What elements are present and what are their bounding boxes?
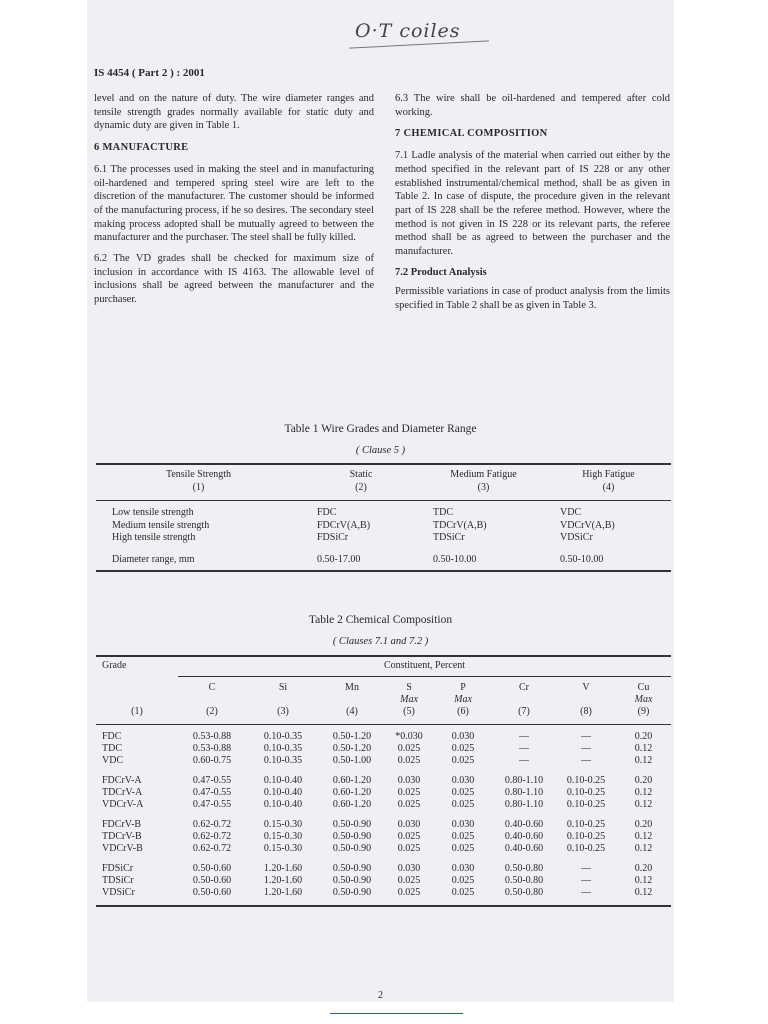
table-cell: 0.10-0.40 xyxy=(263,787,303,798)
right-column xyxy=(395,92,670,320)
clause-6-3: 6.3 The wire shall be oil-hardened and tempered after cold working. xyxy=(395,93,670,118)
max-row xyxy=(96,694,671,706)
table-cell: 0.025 xyxy=(451,875,475,886)
table-cell: — xyxy=(519,731,529,742)
table-cell: 0.20 xyxy=(634,819,653,830)
table-2-clause: ( Clauses 7.1 and 7.2 ) xyxy=(332,636,429,647)
table-cell: TDCrV(A,B) xyxy=(433,519,487,531)
column-number: (7) xyxy=(518,706,530,717)
table-cell: 0.025 xyxy=(397,755,421,766)
max-label xyxy=(556,694,616,706)
table-cell: TDC xyxy=(433,507,453,518)
bottom-link-underline xyxy=(330,1013,463,1014)
table-cell: 1.20-1.60 xyxy=(263,863,303,874)
table-cell: FDCrV(A,B) xyxy=(317,519,371,531)
grade-cell: VDSiCr xyxy=(102,887,135,898)
max-label xyxy=(320,694,384,706)
max-label xyxy=(492,694,556,706)
max-label xyxy=(246,694,320,706)
table-cell: 0.80-1.10 xyxy=(504,775,544,786)
table-1-title: Table 1 Wire Grades and Diameter Range xyxy=(284,423,477,435)
element-header: Si xyxy=(278,682,288,693)
column-number: (6) xyxy=(457,706,469,717)
table-row xyxy=(96,775,671,787)
table-2-number-row xyxy=(96,706,671,718)
table-cell: 0.10-0.25 xyxy=(566,787,606,798)
table-cell: VDC xyxy=(560,507,582,518)
clause-6-1: 6.1 The processes used in making the steel and in manufacturing oil-hardened and tempered spring steel wire are left to the discretion of the manufacturer. The customer should be informed of the manufacturing process, if he so desires. The secondary steel making process adopted shall be mutually agreed to between the manufacturer and the purchaser. The steel shall be fully killed. xyxy=(94,163,374,244)
column-number: (1) xyxy=(192,482,205,493)
standard-number: IS 4454 ( Part 2 ) : 2001 xyxy=(94,67,205,79)
table-cell: 0.50-0.60 xyxy=(192,863,232,874)
table-cell: FDSiCr xyxy=(317,532,349,543)
table-1 xyxy=(96,468,671,572)
table-cell: *0.030 xyxy=(395,731,423,742)
table-cell: 0.80-1.10 xyxy=(504,799,544,810)
table-row xyxy=(96,819,671,831)
table-cell: FDC xyxy=(317,507,337,518)
table-1-header-row xyxy=(96,468,671,481)
grade-cell: TDCrV-A xyxy=(102,787,143,798)
table-cell: Diameter range, mm xyxy=(112,553,195,565)
table-cell: 0.20 xyxy=(634,775,653,786)
table-cell: 0.50-0.90 xyxy=(332,831,372,842)
table-cell: 0.50-10.00 xyxy=(560,553,604,565)
table-cell: Low tensile strength xyxy=(112,507,194,518)
table-cell: 0.50-0.60 xyxy=(192,887,232,898)
table-cell: 0.030 xyxy=(451,819,475,830)
table-cell: 0.10-0.40 xyxy=(263,775,303,786)
table-cell: VDSiCr xyxy=(560,532,593,543)
table-cell: 0.12 xyxy=(634,755,653,766)
table-cell: 0.12 xyxy=(634,843,653,854)
table-cell: 0.50-1.20 xyxy=(332,743,372,754)
table-cell: 0.40-0.60 xyxy=(504,843,544,854)
table-cell: — xyxy=(581,731,591,742)
table-cell: Medium tensile strength xyxy=(112,519,210,531)
diameter-row xyxy=(96,554,671,567)
table-cell: — xyxy=(581,743,591,754)
table-cell: — xyxy=(581,755,591,766)
handwritten-note: O·T coiles xyxy=(355,20,461,42)
element-header: Cr xyxy=(519,682,529,693)
table-cell: 0.10-0.35 xyxy=(263,731,303,742)
table-cell: 0.62-0.72 xyxy=(192,831,232,842)
table-cell: 0.47-0.55 xyxy=(192,775,232,786)
clause-7-2-heading: 7.2 Product Analysis xyxy=(395,266,487,278)
table-cell: 0.025 xyxy=(397,787,421,798)
table-cell: 0.15-0.30 xyxy=(263,843,303,854)
column-number: (9) xyxy=(637,706,650,717)
column-number: (3) xyxy=(277,706,289,717)
table-cell: 0.030 xyxy=(451,863,475,874)
table-cell: 0.025 xyxy=(397,799,421,810)
table-cell: 0.60-1.20 xyxy=(332,799,372,810)
table-cell: 0.030 xyxy=(397,775,421,786)
table-row xyxy=(96,755,671,767)
table-cell: 0.10-0.35 xyxy=(263,755,303,766)
element-header: S xyxy=(406,682,412,693)
table-cell: 0.12 xyxy=(634,799,653,810)
grade-cell: TDCrV-B xyxy=(102,831,142,842)
clause-7-1: 7.1 Ladle analysis of the material when carried out either by the method specified in the relevant part of IS 228 or any other established instrumental/chemical method, shall be as given in Table 2. In case of dispute, the procedure given in the relevant part of IS 228 shall be the referee method. However, where the method is not given in IS 228 or its relevant parts, the referee method shall be as agreed to between the purchaser and the manufacturer. xyxy=(395,150,670,258)
element-header: P xyxy=(460,682,466,693)
table-cell: — xyxy=(581,875,591,886)
table-cell: 0.025 xyxy=(397,831,421,842)
table-row xyxy=(96,743,671,755)
table-cell: High tensile strength xyxy=(112,532,196,543)
table-cell: 0.025 xyxy=(451,755,475,766)
table-cell: 0.10-0.35 xyxy=(263,743,303,754)
table-cell: 0.20 xyxy=(634,731,653,742)
table-2-group-header xyxy=(96,660,671,672)
table-cell: 0.47-0.55 xyxy=(192,799,232,810)
table-1-header: Tensile Strength xyxy=(165,469,232,480)
table-cell: 0.60-1.20 xyxy=(332,775,372,786)
page-number: 2 xyxy=(378,990,383,1001)
grade-cell: FDSiCr xyxy=(102,863,134,874)
table-cell: 0.025 xyxy=(451,887,475,898)
table-cell: 0.10-0.25 xyxy=(566,819,606,830)
column-number: (8) xyxy=(580,706,592,717)
grade-cell: VDCrV-B xyxy=(102,843,143,854)
table-cell: — xyxy=(519,743,529,754)
table-cell: 0.40-0.60 xyxy=(504,819,544,830)
intro-paragraph: level and on the nature of duty. The wire diameter ranges and tensile strength grades normally available for static duty and dynamic duty are given in Table 1. xyxy=(94,93,374,132)
table-cell: 1.20-1.60 xyxy=(263,887,303,898)
column-number: (4) xyxy=(346,706,358,717)
table-cell: 0.10-0.25 xyxy=(566,775,606,786)
column-number: (1) xyxy=(131,706,143,717)
table-cell: 0.10-0.40 xyxy=(263,799,303,810)
table-cell: 0.53-0.88 xyxy=(192,731,232,742)
table-cell: 1.20-1.60 xyxy=(263,875,303,886)
table-row xyxy=(96,843,671,855)
table-row xyxy=(96,831,671,843)
table-cell: 0.53-0.88 xyxy=(192,743,232,754)
table-cell: 0.50-0.80 xyxy=(504,875,544,886)
table-cell: 0.030 xyxy=(451,731,475,742)
table-row xyxy=(96,731,671,743)
table-cell: 0.62-0.72 xyxy=(192,843,232,854)
table-cell: 0.025 xyxy=(397,887,421,898)
table-row xyxy=(96,520,671,533)
element-header: Mn xyxy=(345,682,359,693)
table-cell: 0.15-0.30 xyxy=(263,831,303,842)
max-label: Max xyxy=(400,694,418,705)
table-cell: 0.12 xyxy=(634,887,653,898)
table-row xyxy=(96,507,671,520)
max-label: Max xyxy=(634,694,653,705)
table-cell: VDCrV(A,B) xyxy=(560,519,615,531)
table-cell: 0.62-0.72 xyxy=(192,819,232,830)
column-number: (5) xyxy=(403,706,415,717)
table-cell: 0.025 xyxy=(451,831,475,842)
table-cell: 0.47-0.55 xyxy=(192,787,232,798)
grade-cell: FDC xyxy=(102,731,122,742)
table-1-header: Medium Fatigue xyxy=(450,469,517,480)
table-1-header: High Fatigue xyxy=(582,469,635,480)
table-cell: 0.15-0.30 xyxy=(263,819,303,830)
table-cell: 0.20 xyxy=(634,863,653,874)
table-cell: 0.80-1.10 xyxy=(504,787,544,798)
table-cell: 0.50-0.80 xyxy=(504,887,544,898)
table-row xyxy=(96,875,671,887)
table-cell: 0.50-0.90 xyxy=(332,863,372,874)
element-row xyxy=(96,682,671,694)
table-1-number-row xyxy=(96,481,671,494)
grade-cell: VDC xyxy=(102,755,124,766)
table-cell: 0.12 xyxy=(634,787,653,798)
column-number: (2) xyxy=(206,706,218,717)
table-2-top-rule xyxy=(96,655,671,657)
clause-7-2: Permissible variations in case of product analysis from the limits specified in Table 2 shall be as given in Table 3. xyxy=(395,286,670,312)
table-cell: 0.12 xyxy=(634,875,653,886)
table-row xyxy=(96,799,671,811)
table-cell: 0.025 xyxy=(451,843,475,854)
table-cell: — xyxy=(519,755,529,766)
table-row xyxy=(96,787,671,799)
table-cell: 0.50-0.80 xyxy=(504,863,544,874)
table-cell: 0.025 xyxy=(451,743,475,754)
table-cell: 0.025 xyxy=(397,843,421,854)
table-cell: 0.10-0.25 xyxy=(566,799,606,810)
table-cell: 0.025 xyxy=(451,799,475,810)
table-cell: 0.030 xyxy=(451,775,475,786)
table-cell: 0.50-0.90 xyxy=(332,887,372,898)
table-cell: 0.50-0.90 xyxy=(332,875,372,886)
table-cell: 0.40-0.60 xyxy=(504,831,544,842)
table-row xyxy=(96,887,671,899)
element-header: C xyxy=(208,682,216,693)
grade-cell: FDCrV-B xyxy=(102,819,142,830)
max-label xyxy=(178,694,246,706)
section-7-heading: 7 CHEMICAL COMPOSITION xyxy=(395,128,548,140)
column-number: (3) xyxy=(477,482,490,493)
table-cell: TDSiCr xyxy=(433,532,465,543)
table-1-top-rule xyxy=(96,463,671,465)
table-cell: 0.50-0.60 xyxy=(192,875,232,886)
grade-cell: VDCrV-A xyxy=(102,799,144,810)
table-2-body xyxy=(96,731,671,906)
table-cell: 0.12 xyxy=(634,831,653,842)
clause-6-2: 6.2 The VD grades shall be checked for maximum size of inclusion in accordance with IS 4163. The allowable level of inclusions shall be agreed between the manufacturer and the purchaser. xyxy=(94,253,374,306)
table-cell: 0.10-0.25 xyxy=(566,831,606,842)
grade-cell: TDSiCr xyxy=(102,875,134,886)
table-cell: 0.10-0.25 xyxy=(566,843,606,854)
table-cell: 0.025 xyxy=(397,875,421,886)
table-cell: 0.50-10.00 xyxy=(433,553,477,565)
table-cell: 0.60-1.20 xyxy=(332,787,372,798)
section-6-heading: 6 MANUFACTURE xyxy=(94,142,189,154)
table-cell: — xyxy=(581,863,591,874)
grade-cell: TDC xyxy=(102,743,122,754)
table-cell: 0.025 xyxy=(397,743,421,754)
table-cell: 0.50-1.00 xyxy=(332,755,372,766)
table-cell: 0.50-0.90 xyxy=(332,843,372,854)
element-header: V xyxy=(582,682,590,693)
grade-header: Grade xyxy=(102,660,127,671)
grade-cell: FDCrV-A xyxy=(102,775,142,786)
table-cell: 0.50-17.00 xyxy=(317,553,361,565)
left-column xyxy=(94,92,374,314)
table-cell: 0.50-1.20 xyxy=(332,731,372,742)
table-cell: 0.030 xyxy=(397,819,421,830)
table-2 xyxy=(96,660,671,907)
table-1-header: Static xyxy=(349,469,373,480)
column-number: (2) xyxy=(355,482,367,493)
table-row xyxy=(96,532,671,545)
table-cell: — xyxy=(581,887,591,898)
table-cell: 0.030 xyxy=(397,863,421,874)
column-number: (4) xyxy=(602,482,615,493)
table-2-title: Table 2 Chemical Composition xyxy=(308,614,453,626)
max-label: Max xyxy=(454,694,472,705)
scanned-page xyxy=(87,0,674,1002)
constituent-header: Constituent, Percent xyxy=(383,660,466,671)
table-cell: 0.12 xyxy=(634,743,653,754)
table-cell: 0.60-0.75 xyxy=(192,755,232,766)
table-cell: 0.50-0.90 xyxy=(332,819,372,830)
table-1-clause: ( Clause 5 ) xyxy=(355,445,406,456)
table-cell: 0.025 xyxy=(451,787,475,798)
table-row xyxy=(96,863,671,875)
element-header: Cu xyxy=(637,682,650,693)
